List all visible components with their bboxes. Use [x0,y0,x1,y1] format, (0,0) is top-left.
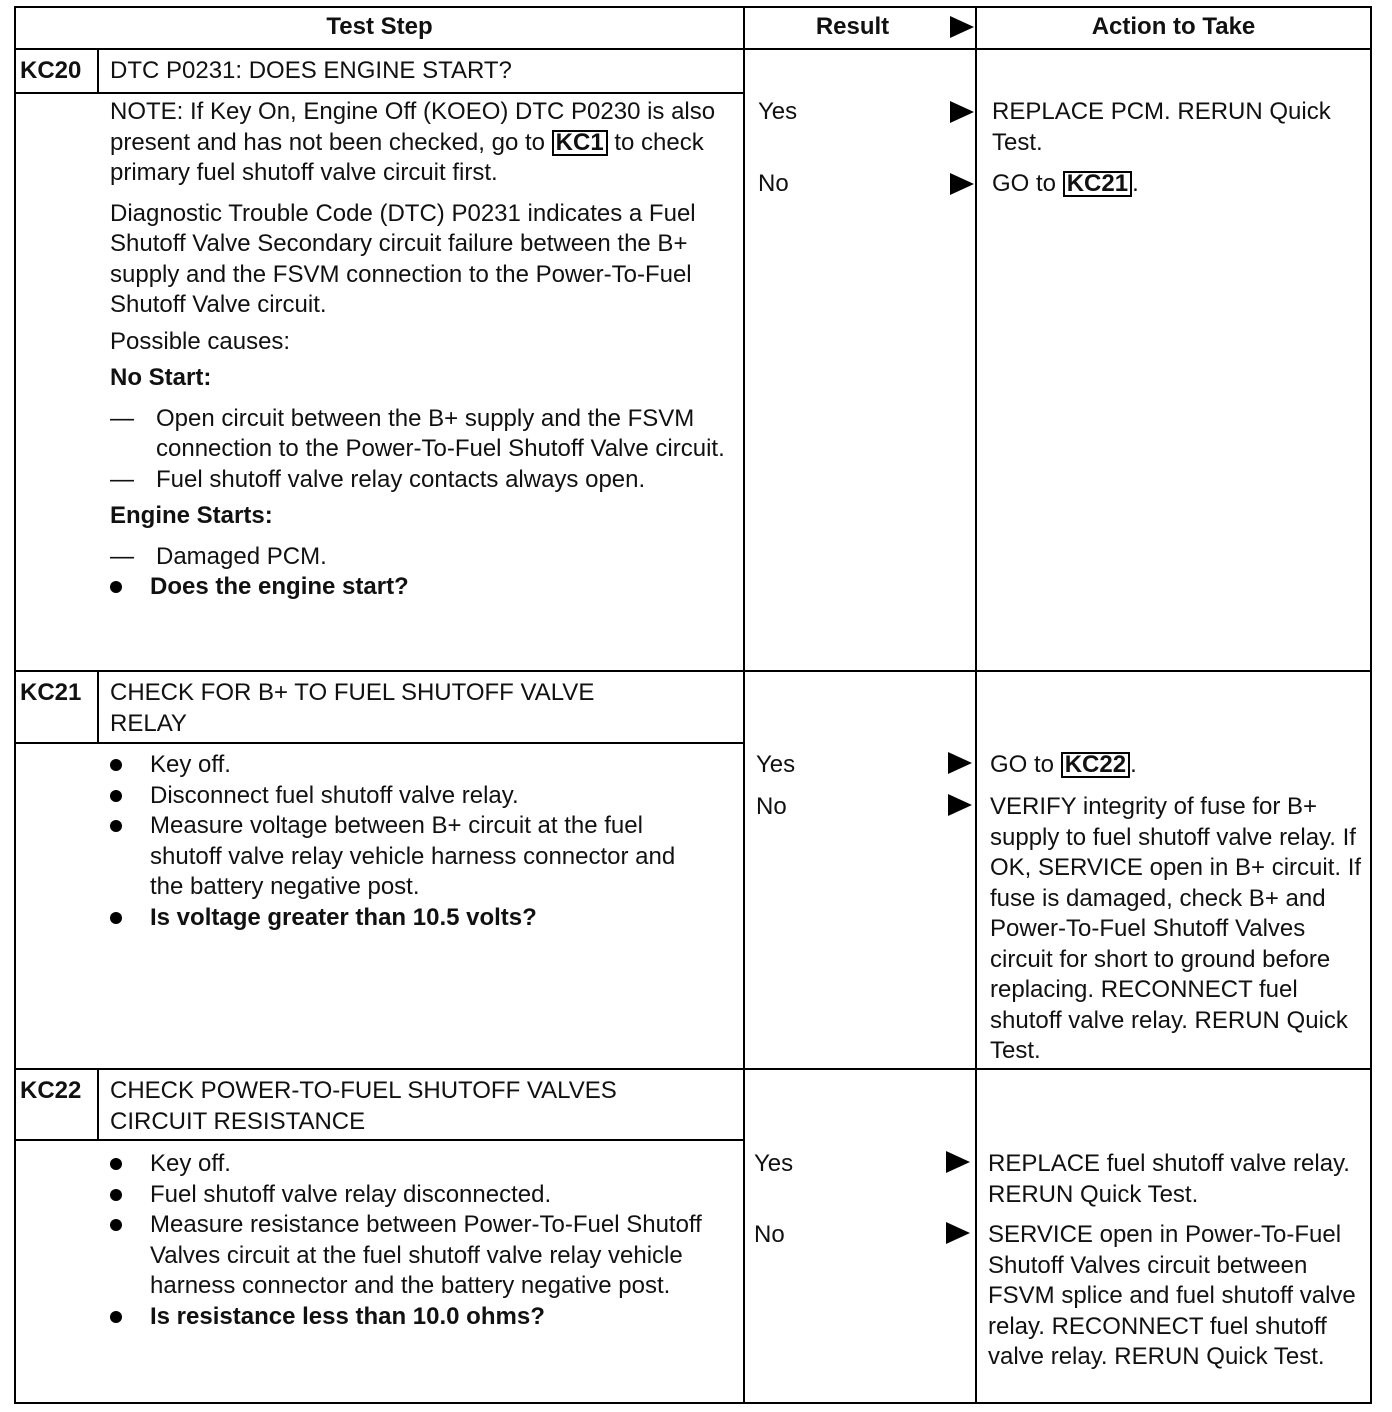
dash-icon: — [110,542,134,570]
cause-item: — Fuel shutoff valve relay contacts always open. [110,465,730,496]
action-yes-kc22: REPLACE fuel shutoff valve relay. RERUN Quick Test. [988,1150,1350,1208]
step-body-kc20 [110,97,730,603]
step-code-kc22: KC22 [20,1077,82,1104]
result-no-kc21: No [756,793,787,820]
step-code-kc21: KC21 [20,679,82,706]
list-item: Disconnect fuel shutoff valve relay. [110,781,710,812]
dash-icon: — [110,465,134,493]
bullet-icon [110,1189,122,1201]
result-yes-kc20: Yes [758,98,798,125]
bullet-icon [110,581,122,593]
bullet-icon [110,790,122,802]
result-yes-kc21: Yes [756,751,796,778]
result-yes-kc22: Yes [754,1150,794,1177]
ref-kc22[interactable]: KC22 [1061,752,1130,778]
bullet-icon [110,820,122,832]
header-test-step: Test Step [326,13,433,40]
cause-item: — Open circuit between the B+ supply and the FSVM connection to the Power-To-Fuel Shutoff Valve circuit. [110,404,725,462]
cause-item: — Damaged PCM. [110,542,730,573]
header-action: Action to Take [1091,13,1256,40]
bullet-icon [110,912,122,924]
possible-causes-label: Possible causes: [110,327,291,355]
ref-kc21[interactable]: KC21 [1063,171,1132,197]
description-text: Diagnostic Trouble Code (DTC) P0231 indicates a Fuel Shutoff Valve Secondary circuit failure between the B+ supply and the FSVM connection to the Power-To-Fuel Shutoff Valve circuit. [110,199,696,318]
result-no-kc22: No [754,1221,785,1248]
header-arrow-icon [950,16,974,38]
arrow-icon [948,752,972,774]
step-title-kc21: CHECK FOR B+ TO FUEL SHUTOFF VALVE RELAY [110,679,595,737]
note-text: NOTE: If Key On, Engine Off (KOEO) DTC P0230 is also present and has not been checked, go to KC1 to check primary fuel shutoff valve circuit first. [110,98,716,186]
action-yes-kc21: GO to KC22 . [990,751,1137,778]
bullet-icon [110,1219,122,1231]
arrow-icon [946,1151,970,1173]
action-yes-kc20: REPLACE PCM. RERUN Quick Test. [992,98,1331,156]
engine-starts-heading: Engine Starts: [110,502,273,529]
step-code-kc20: KC20 [20,57,82,84]
action-no-kc22: SERVICE open in Power-To-Fuel Shutoff Valves circuit between FSVM splice and fuel shutoff valve relay. RECONNECT fuel shutoff valve relay. RERUN Quick Test. [988,1221,1356,1370]
step-title-kc22: CHECK POWER-TO-FUEL SHUTOFF VALVES CIRCUIT RESISTANCE [110,1077,617,1135]
list-item: Measure resistance between Power-To-Fuel Shutoff Valves circuit at the fuel shutoff valve relay vehicle harness connector and the battery negative post. [110,1210,710,1302]
step-body-kc21 [110,750,710,933]
arrow-icon [950,101,974,123]
question-item: Is resistance less than 10.0 ohms? [110,1302,710,1333]
question-item: Is voltage greater than 10.5 volts? [110,903,710,934]
action-no-kc20: GO to KC21 . [992,170,1139,197]
step-title-kc20: DTC P0231: DOES ENGINE START? [110,57,512,84]
header-result: Result [815,13,890,40]
step-body-kc22 [110,1149,710,1332]
arrow-icon [946,1222,970,1244]
arrow-icon [950,173,974,195]
list-item: Fuel shutoff valve relay disconnected. [110,1180,710,1211]
no-start-heading: No Start: [110,364,212,391]
action-no-kc21: VERIFY integrity of fuse for B+ supply to fuel shutoff valve relay. If OK, SERVICE open in B+ circuit. If fuse is damaged, check B+ and Power-To-Fuel Shutoff Valves circuit for short to ground before replacing. RECONNECT fuel shutoff valve relay. RERUN Quick Test. [990,793,1362,1064]
bullet-icon [110,1158,122,1170]
bullet-icon [110,1311,122,1323]
arrow-icon [948,794,972,816]
list-item: Measure voltage between B+ circuit at the fuel shutoff valve relay vehicle harness connector and the battery negative post. [110,811,710,903]
list-item: Key off. [110,1149,710,1180]
list-item: Key off. [110,750,710,781]
question-item: Does the engine start? [110,572,730,603]
result-no-kc20: No [758,170,789,197]
ref-kc1[interactable]: KC1 [552,130,608,156]
bullet-icon [110,759,122,771]
dash-icon: — [110,404,134,432]
